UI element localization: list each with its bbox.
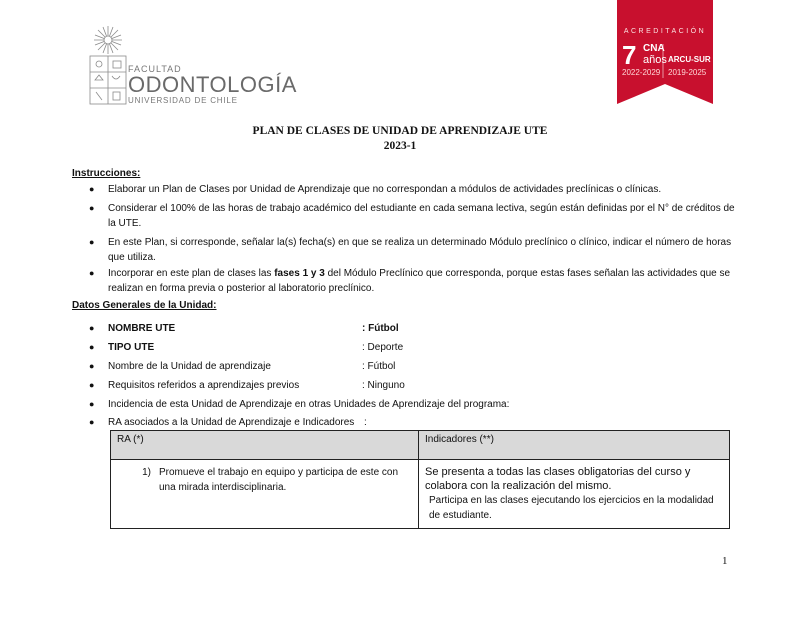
accreditation-anos: años [643, 54, 667, 66]
table-row [111, 460, 730, 529]
bullet-icon: ● [89, 380, 95, 390]
indicator-cell [419, 460, 730, 529]
ra-label: RA asociados a la Unidad de Aprendizaje e Indicadores [108, 417, 355, 428]
ra-text: Promueve el trabajo en equipo y participa de este con una mirada interdisciplinaria. [159, 467, 399, 493]
indicator-text: Se presenta a todas las clases obligatorias del curso y colabora con la realización del mismo. [425, 466, 691, 492]
bullet-icon: ● [89, 361, 95, 371]
logo-odontologia: ODONTOLOGÍA [128, 72, 297, 97]
indicator-text: Participa en las clases ejecutando los ejercicios en la modalidad de estudiante. [429, 495, 714, 521]
accreditation-years: 7 [622, 40, 637, 70]
logo-universidad: UNIVERSIDAD DE CHILE [128, 96, 238, 105]
ra-indicators-table [110, 430, 730, 529]
instructions-heading: Instrucciones: [72, 168, 141, 179]
field-value-tipo-ute: : Deporte [362, 342, 404, 353]
table-header-indicadores: Indicadores (**) [419, 431, 730, 460]
document-title: PLAN DE CLASES DE UNIDAD DE APRENDIZAJE UTE [252, 125, 548, 137]
logo-facultad: FACULTAD [128, 64, 182, 74]
bullet-icon: ● [89, 268, 95, 278]
document-subtitle: 2023-1 [383, 140, 417, 152]
instruction-item-text: del Módulo Preclínico que corresponda, porque estas fases señalan las actividades que se realizan en forma previa o posterior al laboratorio preclínico. [108, 268, 731, 294]
field-label-nombre-ute: NOMBRE UTE [108, 323, 176, 334]
general-data-heading: Datos Generales de la Unidad: [72, 300, 217, 311]
ra-label-colon: : [364, 417, 367, 428]
instruction-item [108, 266, 748, 296]
page-number: 1 [722, 555, 728, 567]
bullet-icon: ● [89, 323, 95, 333]
field-value-nombre-ute: : Fútbol [362, 323, 399, 334]
bullet-icon: ● [89, 184, 95, 194]
field-value-requisitos: : Ninguno [362, 380, 405, 391]
table-header-row [111, 431, 730, 460]
instruction-item-bold: fases 1 y 3 [274, 268, 325, 279]
instruction-item-text: Incorporar en este plan de clases las [108, 268, 275, 279]
accreditation-period-cna: 2022-2029 [622, 68, 661, 77]
accreditation-label: ACREDITACIÓN [623, 28, 707, 35]
field-label-requisitos: Requisitos referidos a aprendizajes previos [108, 380, 300, 391]
ra-number: 1) [142, 467, 151, 478]
bullet-icon: ● [89, 399, 95, 409]
bullet-icon: ● [89, 342, 95, 352]
bullet-icon: ● [89, 417, 95, 427]
field-label-tipo-ute: TIPO UTE [108, 342, 155, 353]
accreditation-cna: CNA [643, 43, 665, 54]
ra-cell [111, 460, 419, 529]
table-header-ra: RA (*) [111, 431, 419, 460]
field-label-unidad: Nombre de la Unidad de aprendizaje [108, 361, 271, 372]
instruction-item: En este Plan, si corresponde, señalar la(s) fecha(s) en que se realiza un determinado Módulo preclínico o clínico, indicar el número de horas que utiliza. [108, 237, 732, 263]
accreditation-arcu-sur: ARCU-SUR [668, 55, 711, 64]
bullet-icon: ● [89, 203, 95, 213]
incidencia-text: Incidencia de esta Unidad de Aprendizaje en otras Unidades de Aprendizaje del programa: [108, 399, 510, 410]
instruction-item: Elaborar un Plan de Clases por Unidad de Aprendizaje que no correspondan a módulos de actividades preclínicas o clínicas. [108, 184, 662, 195]
faculty-logo-text [128, 64, 297, 105]
bullet-icon: ● [89, 237, 95, 247]
accreditation-period-arcu: 2019-2025 [668, 68, 707, 77]
instruction-item: Considerar el 100% de las horas de trabajo académico del estudiante en cada semana lectiva, según están definidas por el N° de créditos de la UTE. [108, 203, 735, 229]
field-value-unidad: : Fútbol [362, 361, 396, 372]
